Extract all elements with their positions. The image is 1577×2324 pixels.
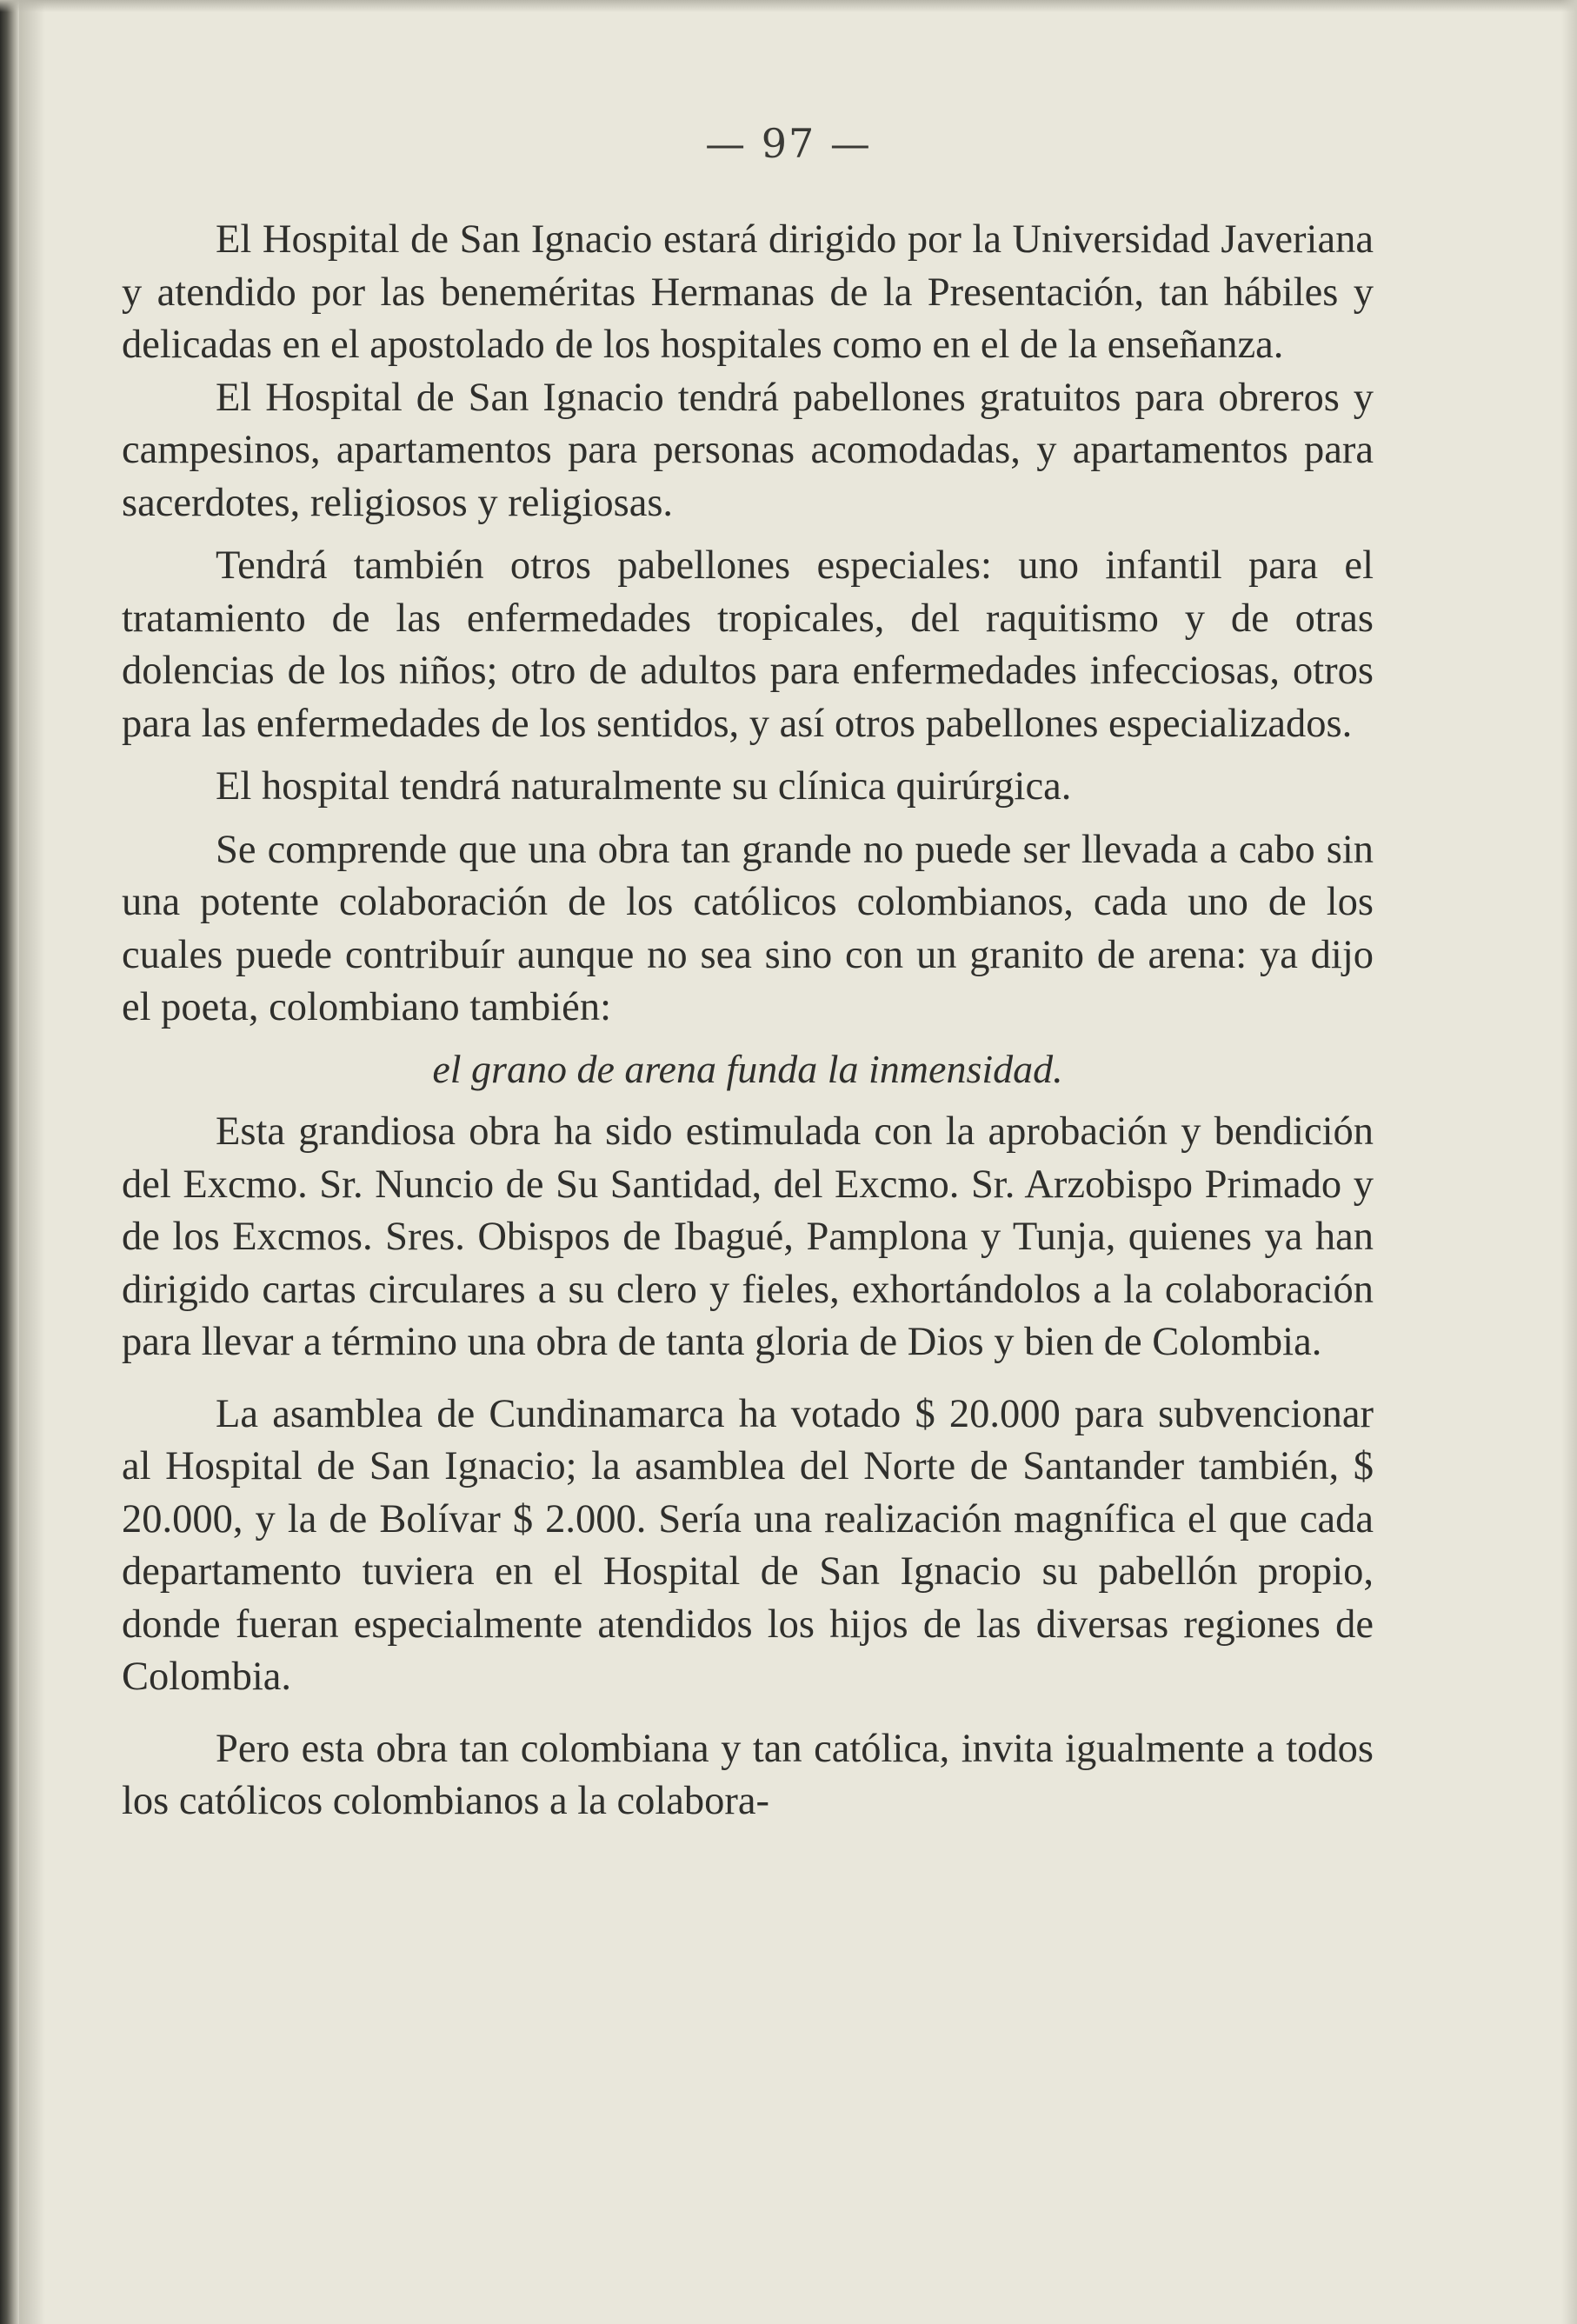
gutter-shadow (19, 0, 45, 2324)
paragraph-special-pavilions: Tendrá también otros pabellones especiales: uno infantil para el tratamiento de las enfermedades tropicales, del raquitismo y de otras dolencias de los niños; otro de adultos para enfermedades infecciosas, otros para las enfermedades de los sentidos, y así otros pabellones especializados. (122, 543, 1374, 746)
binding-gutter (0, 0, 19, 2324)
paragraph-invitation: Pero esta obra tan colombiana y tan católica, invita igualmente a todos los católicos colombianos a la colabora- (122, 1726, 1374, 1823)
paragraph-pavilions: El Hospital de San Ignacio tendrá pabellones gratuitos para obreros y campesinos, apartamentos para personas acomodadas, y apartamentos para sacerdotes, religiosos y religiosas. (122, 375, 1374, 525)
paragraph-assemblies: La asamblea de Cundinamarca ha votado $ 20.000 para subvencionar al Hospital de San Ignacio; la asamblea del Norte de Santander también, $ 20.000, y la de Bolívar $ 2.000. Sería una realización magnífica el que cada departamento tuviera en el Hospital de San Ignacio su pabellón propio, donde fueran especialmente atendidos los hijos de las diversas regiones de Colombia. (122, 1391, 1374, 1699)
paragraph-direction: El Hospital de San Ignacio estará dirigido por la Universidad Javeriana y atendido por las beneméritas Hermanas de la Presentación, tan hábiles y delicadas en el apostolado de los hospitales como en el de la enseñanza. (122, 217, 1374, 367)
paragraph-surgical-clinic: El hospital tendrá naturalmente su clínica quirúrgica. (216, 764, 1072, 809)
page-number: — 97 — (705, 120, 872, 167)
verse-quote: el grano de arena funda la inmensidad. (432, 1046, 1063, 1091)
body-text (122, 214, 1374, 1828)
right-edge-shadow (1561, 0, 1577, 2324)
paragraph-approval: Esta grandiosa obra ha sido estimulada con la aprobación y bendición del Excmo. Sr. Nuncio de Su Santidad, del Excmo. Sr. Arzobispo Primado y de los Excmos. Sres. Obispos de Ibagué, Pamplona y Tunja, quienes ya han dirigido cartas circulares a su clero y fieles, exhortándolos a la colaboración para llevar a término una obra de tanta gloria de Dios y bien de Colombia. (122, 1109, 1374, 1364)
top-edge-shadow (0, 0, 1577, 12)
paragraph-collaboration: Se comprende que una obra tan grande no puede ser llevada a cabo sin una potente colaboración de los católicos colombianos, cada uno de los cuales puede contribuír aunque no sea sino con un granito de arena: ya dijo el poeta, colombiano también: (122, 827, 1374, 1029)
